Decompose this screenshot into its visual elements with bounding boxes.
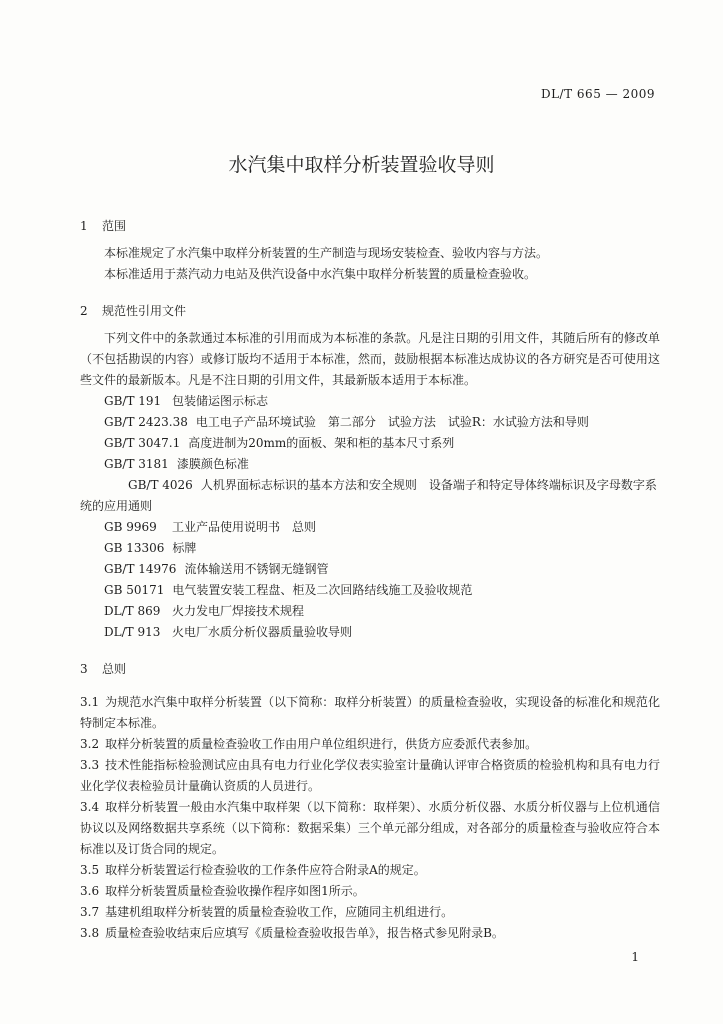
reference-item [80,601,660,622]
reference-item [80,559,660,580]
clause-text: 取样分析装置一般由水汽集中取样架（以下简称：取样架）、水质分析仪器、水质分析仪器与上位机通信协议以及网络数据共享系统（以下简称：数据采集）三个单元部分组成，对各部分的质量检查与验收应符合本标准以及订货合同的规定。 [80,800,660,856]
reference-item [80,412,660,433]
clause-number: 3.6 [80,884,100,898]
section-2-intro: 下列文件中的条款通过本标准的引用而成为本标准的条款。凡是注日期的引用文件，其随后所有的修改单（不包括勘误的内容）或修订版均不适用于本标准，然而，鼓励根据本标准达成协议的各方研究是否可使用这些文件的最新版本。凡是不注日期的引用文件，其最新版本适用于本标准。 [80,331,660,387]
clause-item [80,902,660,923]
reference-name: 包装储运图示标志 [172,394,269,408]
reference-code: GB/T 191 [104,394,162,408]
reference-name: 火力发电厂焊接技术规程 [172,604,305,618]
reference-code: DL/T 869 [104,604,161,618]
reference-name: 人机界面标志标识的基本方法和安全规则 设备端子和特定导体终端标识及字母数字系统的应用通则 [80,478,657,513]
reference-name: 漆膜颜色标准 [176,457,249,471]
section-title: 总则 [102,662,127,676]
reference-code: GB 13306 [104,541,165,555]
reference-item [80,433,660,454]
clause-item [80,755,660,797]
clause-text: 基建机组取样分析装置的质量检查验收工作，应随同主机组进行。 [105,905,454,919]
document-body [80,212,660,944]
reference-code: DL/T 913 [104,625,161,639]
section-title: 规范性引用文件 [102,304,187,318]
clause-text: 取样分析装置质量检查验收操作程序如图1所示。 [105,884,365,898]
clause-text: 为规范水汽集中取样分析装置（以下简称：取样分析装置）的质量检查验收，实现设备的标准化和规范化特制定本标准。 [80,695,660,730]
reference-item [80,475,660,517]
section-title: 范围 [102,219,127,233]
clause-item [80,923,660,944]
clause-item [80,797,660,860]
clause-number: 3.2 [80,737,100,751]
clause-text: 取样分析装置运行检查验收的工作条件应符合附录A的规定。 [105,863,426,877]
clause-number: 3.8 [80,926,100,940]
section-number: 1 [80,219,88,233]
reference-item [80,580,660,601]
reference-item [80,391,660,412]
clause-item [80,734,660,755]
clause-number: 3.7 [80,905,100,919]
reference-code: GB/T 2423.38 [104,415,188,429]
section-1-paragraph: 本标准规定了水汽集中取样分析装置的生产制造与现场安装检查、验收内容与方法。 [104,246,549,260]
clause-item [80,881,660,902]
reference-list [80,391,660,643]
clause-item [80,860,660,881]
standard-code: DL/T 665 — 2009 [540,87,655,101]
clause-number: 3.3 [80,758,100,772]
section-1-heading [80,216,660,237]
clause-item [80,692,660,734]
reference-code: GB/T 14976 [104,562,177,576]
section-1-paragraph: 本标准适用于蒸汽动力电站及供汽设备中水汽集中取样分析装置的质量检查验收。 [104,267,537,281]
section-2-heading [80,301,660,322]
section-number: 3 [80,662,88,676]
reference-name: 火电厂水质分析仪器质量验收导则 [172,625,353,639]
reference-item [80,538,660,559]
reference-name: 流体输送用不锈钢无缝钢管 [184,562,329,576]
reference-item [80,454,660,475]
clause-list [80,692,660,944]
reference-item [80,622,660,643]
reference-name: 工业产品使用说明书 总则 [172,520,317,534]
page-number: 1 [631,950,639,964]
reference-code: GB 9969 [104,520,157,534]
section-number: 2 [80,304,88,318]
reference-name: 高度进制为20mm的面板、架和柜的基本尺寸系列 [188,436,455,450]
clause-number: 3.4 [80,800,100,814]
clause-number: 3.5 [80,863,100,877]
reference-name: 标牌 [172,541,197,555]
clause-text: 取样分析装置的质量检查验收工作由用户单位组织进行，供货方应委派代表参加。 [105,737,538,751]
reference-code: GB/T 3047.1 [104,436,181,450]
reference-code: GB 50171 [104,583,165,597]
clause-text: 质量检查验收结束后应填写《质量检查验收报告单》，报告格式参见附录B。 [105,926,504,940]
clause-text: 技术性能指标检验测试应由具有电力行业化学仪表实验室计量确认评审合格资质的检验机构和具有电力行业化学仪表检验员计量确认资质的人员进行。 [80,758,660,793]
reference-name: 电工电子产品环境试验 第二部分 试验方法 试验R：水试验方法和导则 [195,415,589,429]
section-3-heading [80,659,660,680]
reference-code: GB/T 3181 [104,457,169,471]
reference-item [80,517,660,538]
reference-code: GB/T 4026 [128,478,193,492]
reference-name: 电气装置安装工程盘、柜及二次回路结线施工及验收规范 [172,583,473,597]
document-title: 水汽集中取样分析装置验收导则 [228,154,495,176]
clause-number: 3.1 [80,695,100,709]
